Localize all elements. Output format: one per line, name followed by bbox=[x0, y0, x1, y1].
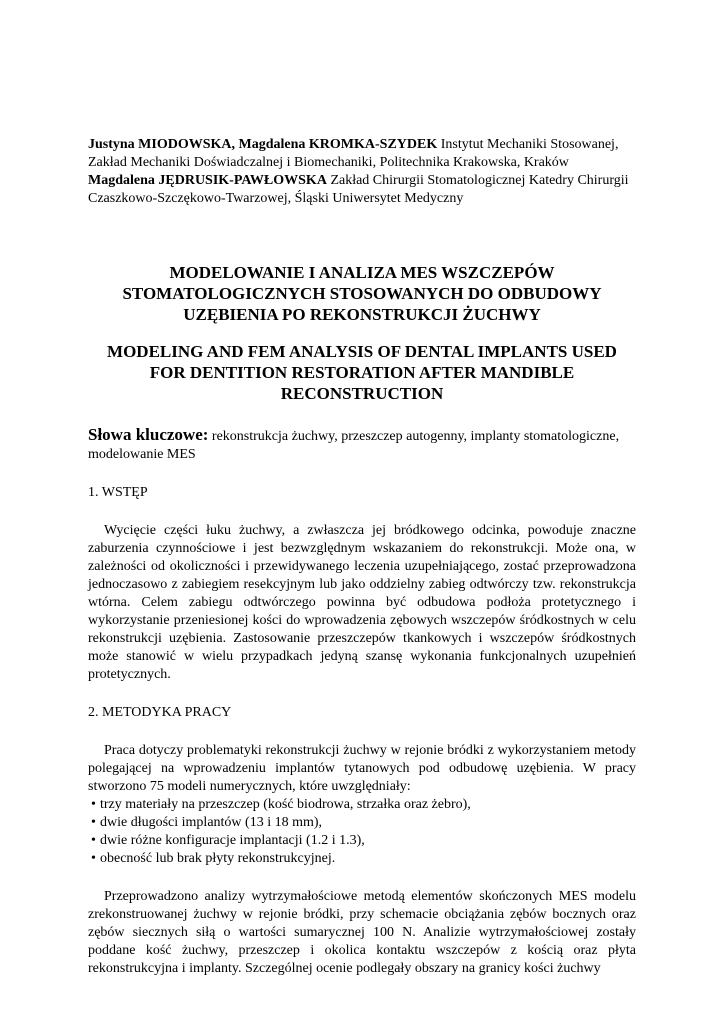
section-heading-methods: 2. METODYKA PRACY bbox=[88, 705, 232, 720]
title-en-line-1: MODELING AND FEM ANALYSIS OF DENTAL IMPLANTS USED bbox=[107, 342, 617, 361]
title-pl-line-3: UZĘBIENIA PO REKONSTRUKCJI ŻUCHWY bbox=[183, 305, 541, 324]
affiliation-2: Zakład Chirurgii Stomatologicznej Katedry Chirurgii Czaszkowo-Szczękowo-Twarzowej, Śląski Uniwersytet Medyczny bbox=[88, 173, 629, 206]
author-names-1: Justyna MIODOWSKA, Magdalena KROMKA-SZYDEK bbox=[88, 137, 438, 152]
keywords-text: rekonstrukcja żuchwy, przeszczep autogenny, implanty stomatologiczne, modelowanie MES bbox=[88, 429, 620, 462]
section-heading-intro: 1. WSTĘP bbox=[88, 485, 148, 500]
analysis-paragraph: Przeprowadzono analizy wytrzymałościowe metodą elementów skończonych MES modelu zrekonstruowanej żuchwy w rejonie bródki, przy schemacie obciążania zębów bocznych oraz zębów siecznych siłą o wartości sumarycznej 100 N. Analizie wytrzymałościowej zostały poddane kość żuchwy, przeszczep i okolica kontaktu wszczepów z kością oraz płyta rekonstrukcyjna i implanty. Szczególnej ocenie podlegały obszary na granicy kości żuchwy bbox=[88, 889, 636, 976]
title-en-line-3: RECONSTRUCTION bbox=[280, 384, 444, 403]
author-names-2: Magdalena JĘDRUSIK-PAWŁOWSKA bbox=[88, 173, 327, 188]
keywords-label: Słowa kluczowe: bbox=[88, 425, 209, 444]
title-polish bbox=[88, 262, 636, 325]
title-en-line-2: FOR DENTITION RESTORATION AFTER MANDIBLE bbox=[149, 363, 575, 382]
list-item: • dwie długości implantów (13 i 18 mm), bbox=[88, 814, 636, 832]
methods-paragraph: Praca dotyczy problematyki rekonstrukcji żuchwy w rejonie bródki z wykorzystaniem metody polegającej na wprowadzeniu implantów tytanowych pod odbudowę uzębienia. W pracy stworzono 75 modeli numerycznych, które uwzględniały: bbox=[88, 743, 636, 794]
document-page bbox=[88, 136, 636, 978]
title-pl-line-1: MODELOWANIE I ANALIZA MES WSZCZEPÓW bbox=[169, 263, 555, 282]
author-block bbox=[88, 136, 636, 208]
title-pl-line-2: STOMATOLOGICZNYCH STOSOWANYCH DO ODBUDOWY bbox=[122, 284, 602, 303]
list-item: • obecność lub brak płyty rekonstrukcyjnej. bbox=[88, 850, 636, 868]
title-english bbox=[88, 341, 636, 404]
list-item: • trzy materiały na przeszczep (kość biodrowa, strzałka oraz żebro), bbox=[88, 796, 636, 814]
keywords bbox=[88, 426, 636, 464]
list-item: • dwie różne konfiguracje implantacji (1.2 i 1.3), bbox=[88, 832, 636, 850]
methods-bullet-list bbox=[88, 796, 636, 868]
affiliation-1: Instytut Mechaniki Stosowanej, Zakład Mechaniki Doświadczalnej i Biomechaniki, Politechnika Krakowska, Kraków bbox=[88, 137, 619, 170]
author-affiliation-1 bbox=[88, 136, 636, 172]
intro-paragraph: Wycięcie części łuku żuchwy, a zwłaszcza jej bródkowego odcinka, powoduje znaczne zaburzenia czynnościowe i jest bezwzględnym wskazaniem do rekonstrukcji. Może ona, w zależności od okoliczności i przewidywanego leczenia uzupełniającego, zostać przeprowadzona jednoczasowo z zabiegiem resekcyjnym lub jako oddzielny zabieg odtwórczy tzw. rekonstrukcja wtórna. Celem zabiegu odtwórczego powinna być odbudowa podłoża protetycznego i wykorzystanie przeniesionej kości do wprowadzenia zębowych wszczepów śródkostnych w celu rekonstrukcji uzębienia. Zastosowanie przeszczepów tkankowych i wszczepów śródkostnych może stanowić w wielu przypadkach jedyną szansę wykonania funkcjonalnych uzupełnień protetycznych. bbox=[88, 523, 636, 682]
author-affiliation-2 bbox=[88, 172, 636, 208]
